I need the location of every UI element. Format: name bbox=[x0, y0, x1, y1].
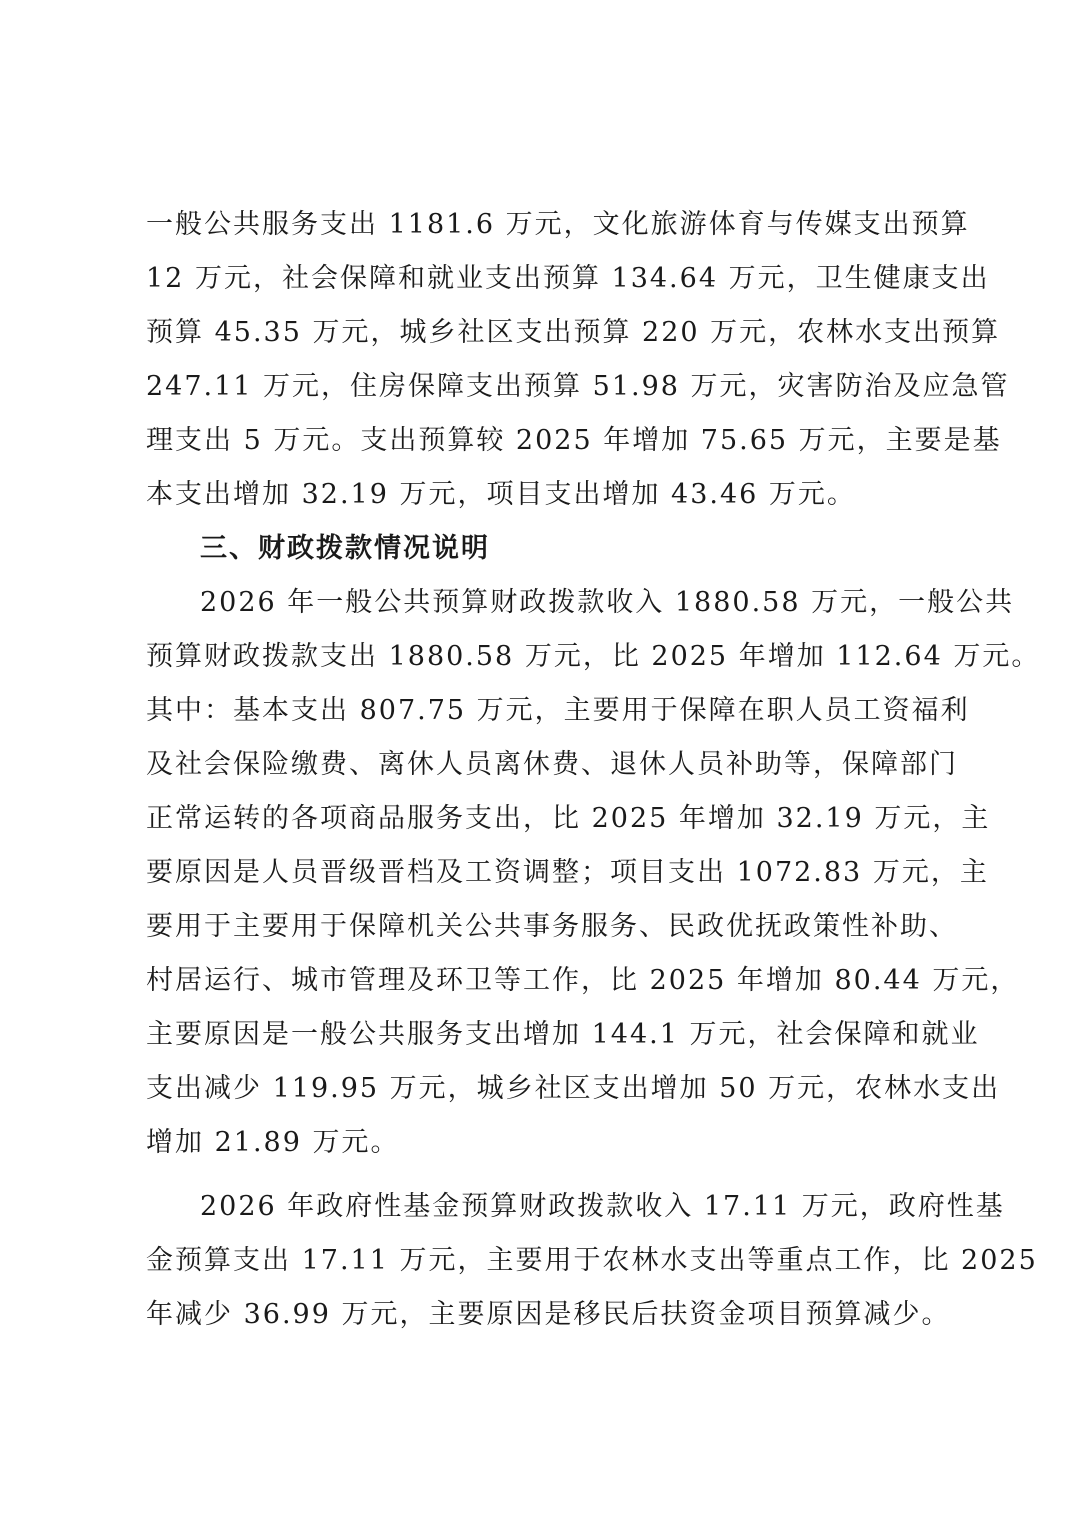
paragraph-expenditure-breakdown bbox=[146, 198, 1010, 522]
text-line: 247.11 万元，住房保障支出预算 51.98 万元，灾害防治及应急管 bbox=[146, 371, 1010, 402]
text-line: 其中：基本支出 807.75 万元，主要用于保障在职人员工资福利 bbox=[146, 695, 970, 726]
paragraph-government-fund bbox=[146, 1180, 1038, 1342]
text-line: 要原因是人员晋级晋档及工资调整；项目支出 1072.83 万元，主 bbox=[146, 857, 989, 888]
text-line: 一般公共服务支出 1181.6 万元，文化旅游体育与传媒支出预算 bbox=[146, 209, 970, 240]
text-line: 村居运行、城市管理及环卫等工作，比 2025 年增加 80.44 万元， bbox=[146, 965, 1020, 996]
text-line: 预算财政拨款支出 1880.58 万元，比 2025 年增加 112.64 万元。 bbox=[146, 641, 1041, 672]
text-line: 要用于主要用于保障机关公共事务服务、民政优抚政策性补助、 bbox=[146, 911, 958, 942]
text-line: 支出减少 119.95 万元，城乡社区支出增加 50 万元，农林水支出 bbox=[146, 1073, 1001, 1104]
text-line: 2026 年一般公共预算财政拨款收入 1880.58 万元，一般公共 bbox=[200, 587, 1015, 618]
text-line: 本支出增加 32.19 万元，项目支出增加 43.46 万元。 bbox=[146, 479, 856, 510]
paragraph-general-budget bbox=[146, 576, 1041, 1170]
text-line: 预算 45.35 万元，城乡社区支出预算 220 万元，农林水支出预算 bbox=[146, 317, 1001, 348]
text-line: 2026 年政府性基金预算财政拨款收入 17.11 万元，政府性基 bbox=[200, 1191, 1005, 1222]
text-line: 正常运转的各项商品服务支出，比 2025 年增加 32.19 万元，主 bbox=[146, 803, 991, 834]
text-line: 增加 21.89 万元。 bbox=[146, 1127, 400, 1158]
paragraph-spacer bbox=[146, 1170, 940, 1180]
section-heading: 三、财政拨款情况说明 bbox=[200, 533, 490, 564]
text-line: 12 万元，社会保障和就业支出预算 134.64 万元，卫生健康支出 bbox=[146, 263, 990, 294]
text-line: 及社会保险缴费、离休人员离休费、退休人员补助等，保障部门 bbox=[146, 749, 958, 780]
text-line: 理支出 5 万元。支出预算较 2025 年增加 75.65 万元，主要是基 bbox=[146, 425, 1002, 456]
text-line: 金预算支出 17.11 万元，主要用于农林水支出等重点工作，比 2025 bbox=[146, 1245, 1038, 1276]
text-line: 年减少 36.99 万元，主要原因是移民后扶资金项目预算减少。 bbox=[146, 1299, 951, 1330]
text-line: 主要原因是一般公共服务支出增加 144.1 万元，社会保障和就业 bbox=[146, 1019, 980, 1050]
document-body bbox=[146, 198, 1041, 1342]
